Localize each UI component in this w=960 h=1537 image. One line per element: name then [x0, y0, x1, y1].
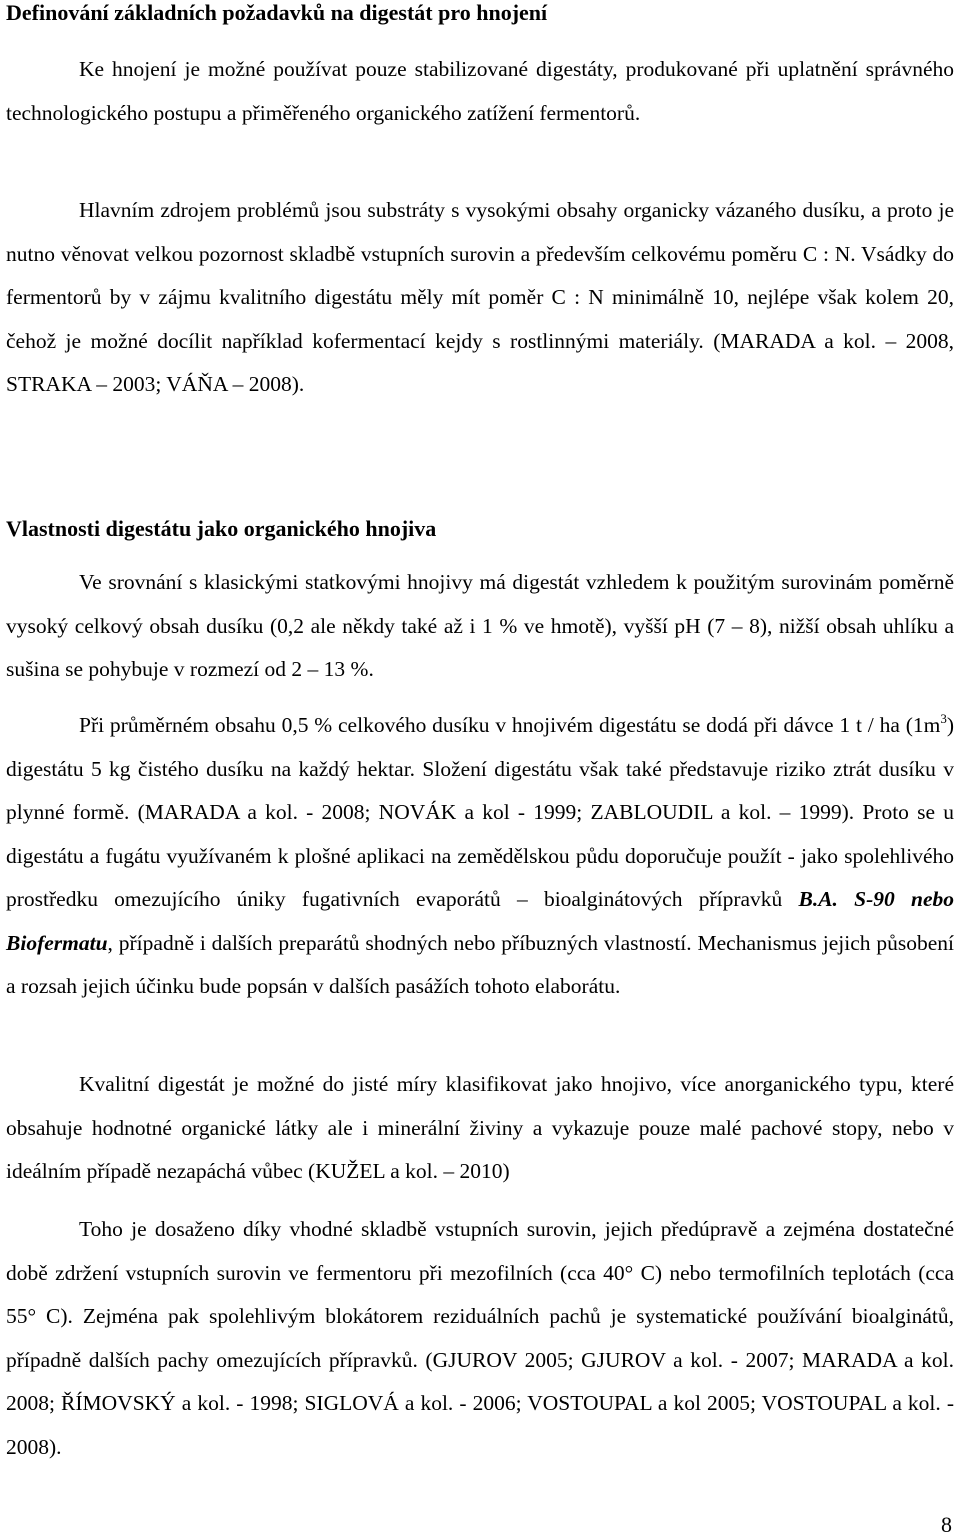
paragraph-comparison: Ve srovnání s klasickými statkovými hnojivy má digestát vzhledem k použitým surovinám poměrně vysoký celkový obsah dusíku (0,2 ale někdy také až i 1 % ve hmotě), vyšší pH (7 – 8), nižší obsah uhlíku a sušina se pohybuje v rozmezí od 2 – 13 %. — [6, 570, 954, 681]
paragraph-nitrogen-dose — [6, 704, 954, 1009]
section-heading-requirements: Definování základních požadavků na digestát pro hnojení — [6, 0, 548, 25]
superscript-cubic: 3 — [940, 711, 947, 726]
paragraph-nitrogen-dose-part-c: , případně i dalších preparátů shodných nebo příbuzných vlastností. Mechanismus jejich působení a rozsah jejich účinku bude popsán v dalších pasážích tohoto elaborátu. — [6, 930, 954, 998]
product-names: B.A. S-90 nebo Biofermatu — [6, 887, 954, 955]
paragraph-nitrogen-dose-part-a: Při průměrném obsahu 0,5 % celkového dusíku v hnojivém digestátu se dodá při dávce 1 t / ha (1m — [79, 713, 941, 737]
section-heading-properties: Vlastnosti digestátu jako organického hnojiva — [6, 516, 437, 541]
paragraph-quality-digestate: Kvalitní digestát je možné do jisté míry klasifikovat jako hnojivo, více anorganického typu, které obsahuje hodnotné organické látky ale i minerální živiny a vykazuje pouze malé pachové stopy, nebo v ideálním případě nezapáchá vůbec (KUŽEL a kol. – 2010) — [6, 1072, 954, 1183]
paragraph-nitrogen-dose-part-b: ) digestátu 5 kg čistého dusíku na každý hektar. Složení digestátu však také představuje riziko ztrát dusíku v plynné formě. (MARADA a kol. - 2008; NOVÁK a kol - 1999; ZABLOUDIL a kol. – 1999). Proto se u digestátu a fugátu využívaném k plošné aplikaci na zemědělskou půdu doporučuje použít - jako spolehlivého prostředku omezujícího úniky fugativních evaporátů – bioalginátových přípravků — [6, 713, 954, 911]
page-number: 8 — [941, 1512, 952, 1537]
paragraph-nitrogen-problems: Hlavním zdrojem problémů jsou substráty s vysokými obsahy organicky vázaného dusíku, a proto je nutno věnovat velkou pozornost skladbě vstupních surovin a především celkovému poměru C : N. Vsádky do fermentorů by v zájmu kvalitního digestátu měly mít poměr C : N minimálně 10, nejlépe však kolem 20, čehož je možné docílit například kofermentací kejdy s rostlinnými materiály. (MARADA a kol. – 2008, STRAKA – 2003; VÁŇA – 2008). — [6, 198, 954, 396]
paragraph-achievement: Toho je dosaženo díky vhodné skladbě vstupních surovin, jejich předúpravě a zejména dostatečné době zdržení vstupních surovin ve fermentoru při mezofilních (cca 40° C) nebo termofilních teplotách (cca 55° C). Zejména pak spolehlivým blokátorem reziduálních pachů je systematické používání bioalginátů, případně dalších pachy omezujících přípravků. (GJUROV 2005; GJUROV a kol. - 2007; MARADA a kol. 2008; ŘÍMOVSKÝ a kol. - 1998; SIGLOVÁ a kol. - 2006; VOSTOUPAL a kol 2005; VOSTOUPAL a kol. - 2008). — [6, 1217, 954, 1459]
paragraph-stabilized-digestates: Ke hnojení je možné používat pouze stabilizované digestáty, produkované při uplatnění správného technologického postupu a přiměřeného organického zatížení fermentorů. — [6, 57, 954, 125]
